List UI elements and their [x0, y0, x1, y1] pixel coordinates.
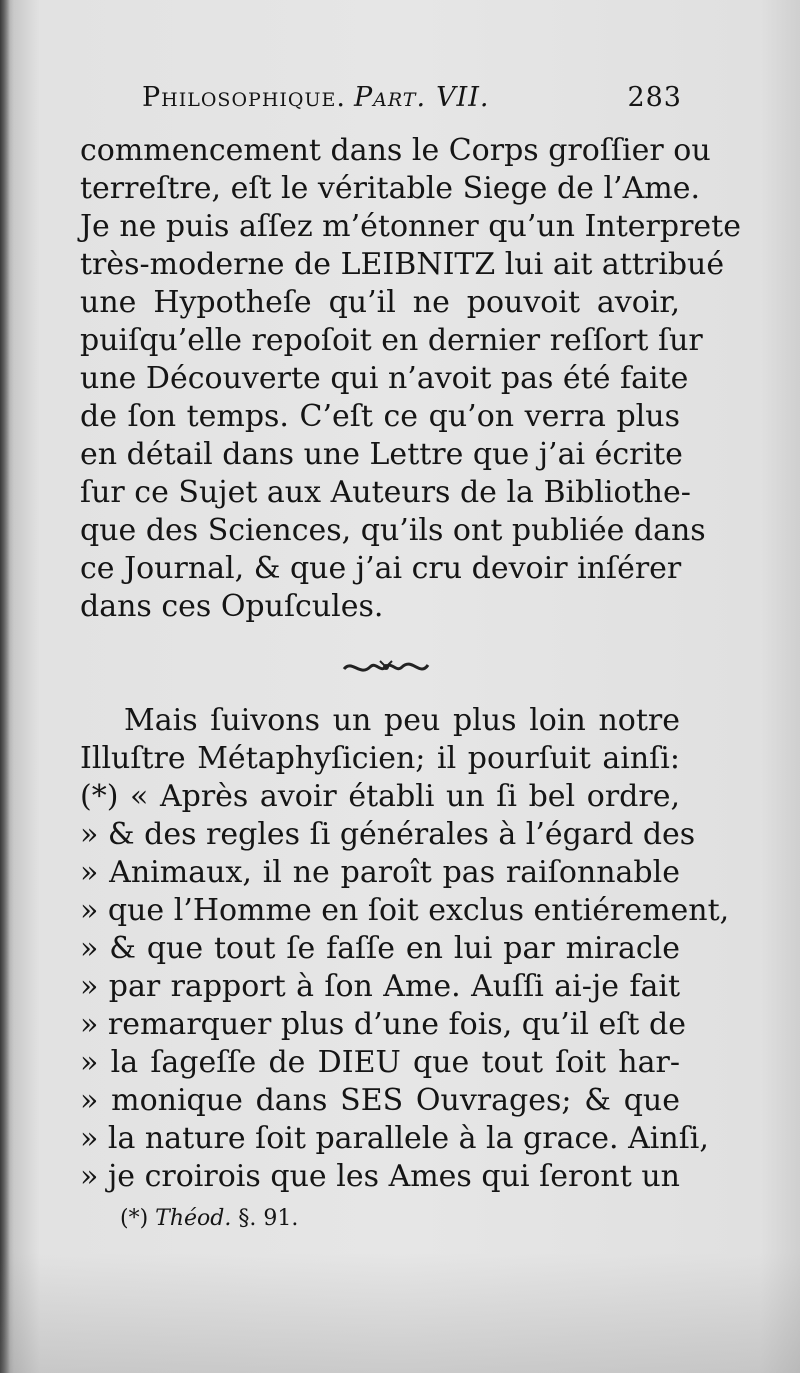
text-line: » remarquer plus d’une fois, qu’il eſt de: [80, 1007, 686, 1042]
text-line: Illuſtre Métaphyſicien; il pourſuit ainſi:: [80, 741, 680, 776]
text-line: » & des regles ſi générales à l’égard des: [80, 817, 696, 852]
text-line: (*) « Après avoir établi un ſi bel ordre,: [80, 779, 680, 814]
text-line: en détail dans une Lettre que j’ai écrite: [80, 437, 683, 472]
text-line: une Hypotheſe qu’il ne pouvoit avoir,: [80, 285, 680, 320]
text-line: puiſqu’elle repoſoit en dernier reſſort ſur: [80, 323, 703, 358]
text-line: Je ne puis aſſez m’étonner qu’un Interprete: [80, 209, 741, 244]
text-line: » la ſageſſe de DIEU que tout ſoit har-: [80, 1045, 680, 1080]
text-line: ce Journal, & que j’ai cru devoir inſérer: [80, 551, 682, 586]
page-number: 283: [627, 82, 682, 113]
page-shading: [0, 1253, 800, 1373]
paragraph-2: [80, 702, 730, 1196]
text-line: » par rapport à ſon Ame. Auſſi ai-je fait: [80, 969, 680, 1004]
text-line: » la nature ſoit parallele à la grace. Ainſi,: [80, 1121, 709, 1156]
text-line: terreſtre, eſt le véritable Siege de l’Ame.: [80, 171, 700, 206]
text-line: » que l’Homme en ſoit exclus entiérement,: [80, 893, 730, 928]
text-line: dans ces Opuſcules.: [80, 589, 384, 624]
text-line: » Animaux, il ne paroît pas raiſonnable: [80, 855, 680, 890]
text-line: commencement dans le Corps groſſier ou: [80, 133, 711, 168]
header-part: Part.: [353, 82, 427, 113]
text-line: Mais ſuivons un peu plus loin notre: [124, 703, 680, 738]
footnote-mark: (*): [120, 1206, 149, 1231]
spine-shadow: [0, 0, 10, 1373]
text-line: » monique dans SES Ouvrages; & que: [80, 1083, 680, 1118]
running-header: [142, 82, 682, 122]
footnote: [120, 1206, 298, 1231]
ornament-divider: [340, 655, 432, 679]
text-line: » je croirois que les Ames qui ſeront un: [80, 1159, 680, 1194]
text-line: que des Sciences, qu’ils ont publiée dans: [80, 513, 706, 548]
paragraph-1: [80, 132, 741, 626]
text-line: très-moderne de LEIBNITZ lui ait attribué: [80, 247, 725, 282]
header-title: Philosophique.: [142, 82, 346, 113]
footnote-ref: Théod.: [155, 1206, 232, 1231]
header-part-number: VII.: [436, 82, 490, 113]
text-line: » & que tout ſe faſſe en lui par miracle: [80, 931, 680, 966]
footnote-section: §. 91.: [238, 1206, 299, 1231]
text-line: ſur ce Sujet aux Auteurs de la Bibliothe-: [80, 475, 691, 510]
text-line: de ſon temps. C’eſt ce qu’on verra plus: [80, 399, 680, 434]
text-line: une Découverte qui n’avoit pas été faite: [80, 361, 689, 396]
